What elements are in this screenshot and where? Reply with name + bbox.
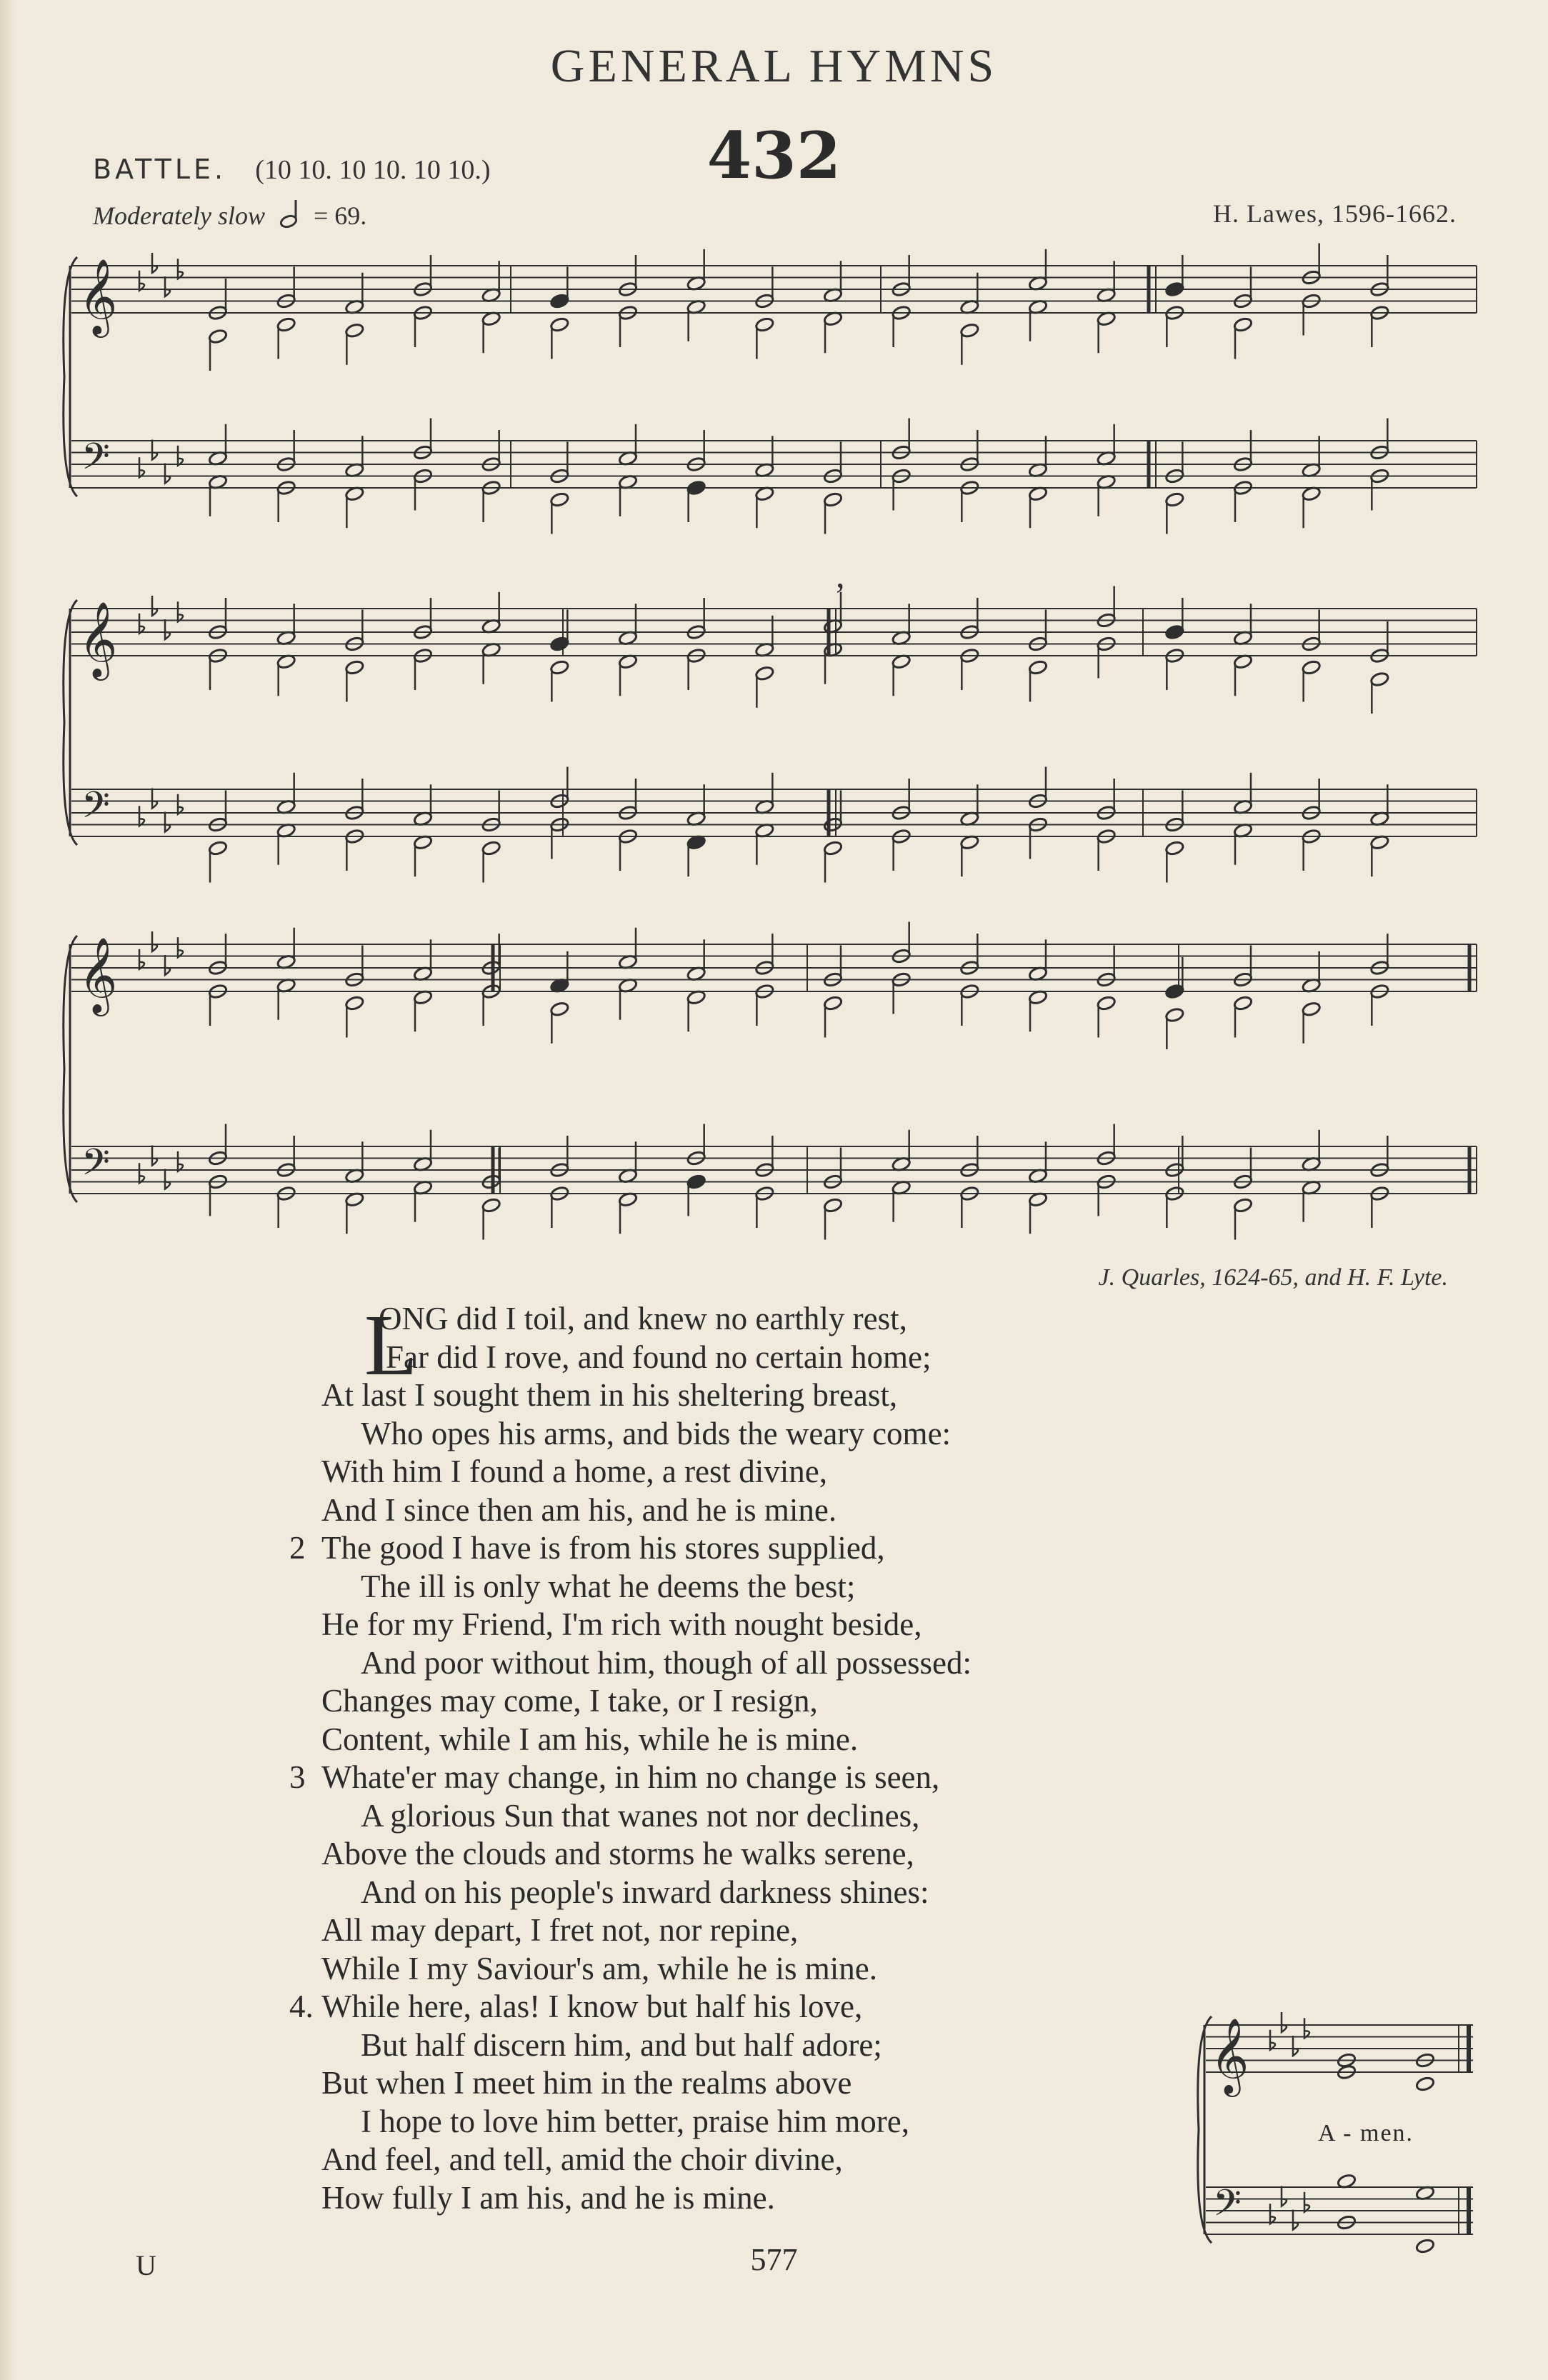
bass-clef-icon: 𝄢 (81, 1140, 110, 1193)
flat-sign (139, 806, 144, 826)
flat-sign (1293, 2210, 1298, 2230)
verse-line: ONG did I toil, and knew no earthly rest, (379, 1301, 907, 1336)
flat-sign (1293, 2036, 1298, 2056)
half-note (1164, 1007, 1184, 1023)
verse-line: How fully I am his, and he is mine. (321, 2179, 775, 2216)
system-1 (64, 244, 1477, 596)
half-note (1302, 1001, 1322, 1017)
flat-sign (152, 931, 157, 951)
verse-line: And on his people's inward darkness shines: (361, 1874, 929, 1910)
system-2 (64, 586, 1477, 883)
half-note (549, 491, 569, 507)
verse-line: But when I meet him in the realms above (321, 2065, 852, 2101)
half-note (1337, 2174, 1357, 2189)
flat-sign (165, 812, 170, 832)
quarter-note (549, 636, 569, 651)
half-note (276, 316, 296, 332)
treble-clef-icon: 𝄞 (79, 601, 118, 677)
verse-line: Whate'er may change, in him no change is seen, (321, 1759, 940, 1795)
verse-line: Content, while I am his, while he is mine. (321, 1721, 859, 1757)
flat-sign (178, 601, 183, 621)
half-note (823, 491, 843, 507)
quarter-note (1164, 281, 1184, 297)
flat-sign (165, 1169, 170, 1189)
text-author: J. Quarles, 1624-65, and H. F. Lyte. (1098, 1264, 1448, 1291)
half-note (754, 666, 774, 681)
page-number: 577 (750, 2242, 798, 2277)
verse-line: Above the clouds and storms he walks serene, (321, 1836, 914, 1871)
amen-lyric: A - men. (1318, 2120, 1414, 2146)
flat-sign (178, 446, 183, 466)
flat-sign (152, 789, 157, 809)
verse-line: While I my Saviour's am, while he is mine. (321, 1950, 877, 1986)
treble-clef-icon: 𝄞 (1210, 2017, 1249, 2094)
half-note (344, 995, 364, 1011)
quarter-note (1164, 624, 1184, 640)
flat-sign (165, 619, 170, 639)
flat-sign (139, 614, 144, 634)
half-note (1369, 671, 1389, 687)
flat-sign (1304, 2192, 1309, 2212)
signature-mark: U (136, 2249, 156, 2281)
half-note (1415, 2076, 1435, 2091)
quarter-note (549, 293, 569, 309)
tempo-value: = 69. (313, 201, 367, 230)
verse-line: At last I sought them in his sheltering breast, (321, 1377, 898, 1413)
half-note (344, 323, 364, 339)
verse-line: A glorious Sun that wanes not nor declines, (361, 1797, 920, 1834)
half-note (1233, 1197, 1253, 1213)
verse-line: Changes may come, I take, or I resign, (321, 1683, 818, 1719)
verse-line: Far did I rove, and found no certain home; (386, 1339, 932, 1375)
half-note (481, 840, 501, 856)
hymn-number: 432 (706, 118, 842, 194)
flat-sign (1282, 2186, 1287, 2206)
half-note (959, 323, 979, 339)
flat-sign (152, 1146, 157, 1166)
half-note (1337, 2214, 1357, 2230)
half-note (1233, 316, 1253, 332)
bass-clef-icon: 𝄢 (81, 434, 110, 487)
verse-line: And feel, and tell, amid the choir divine, (321, 2141, 843, 2177)
half-note (344, 659, 364, 675)
flat-sign (178, 937, 183, 957)
verse (321, 1297, 1236, 1529)
verse (289, 1988, 1236, 2217)
half-note (208, 840, 228, 856)
flat-sign (139, 457, 144, 477)
half-note (1028, 659, 1048, 675)
verse-number: 2 (289, 1530, 306, 1566)
flat-sign (165, 464, 170, 484)
half-note (754, 316, 774, 332)
half-note (208, 329, 228, 344)
verse-number: 3 (289, 1759, 306, 1795)
flat-sign (139, 271, 144, 291)
verse-line: And I since then am his, and he is mine. (321, 1491, 837, 1528)
half-note (1415, 2185, 1435, 2201)
quarter-note (686, 1174, 706, 1189)
quarter-note (1164, 984, 1184, 999)
flat-sign (1270, 2204, 1275, 2224)
bass-clef-icon: 𝄢 (1213, 2181, 1242, 2234)
flat-sign (152, 440, 157, 460)
half-note (549, 316, 569, 332)
flat-sign (178, 259, 183, 279)
verse-line: But half discern him, and but half adore; (361, 2026, 882, 2063)
breath-mark: , (836, 555, 845, 595)
tune-meter: (10 10. 10 10. 10 10.) (255, 155, 491, 185)
half-note (1097, 995, 1117, 1011)
flat-sign (139, 1163, 144, 1183)
flat-sign (152, 596, 157, 616)
verse-line: The ill is only what he deems the best; (361, 1568, 856, 1604)
tune-name: BATTLE. (93, 154, 227, 185)
flat-sign (165, 955, 170, 975)
verse-line: All may depart, I fret not, nor repine, (321, 1912, 799, 1948)
treble-clef-icon: 𝄞 (79, 936, 118, 1013)
flat-sign (178, 1151, 183, 1171)
bass-clef-icon: 𝄢 (81, 783, 110, 836)
verse-line: While here, alas! I know but half his love, (321, 1989, 863, 2024)
half-note (823, 995, 843, 1011)
quarter-note (686, 480, 706, 496)
verse-line: The good I have is from his stores supplied, (321, 1530, 885, 1566)
verse-line: Who opes his arms, and bids the weary come: (361, 1415, 952, 1451)
flat-sign (1304, 2018, 1309, 2038)
treble-clef-icon: 𝄞 (79, 258, 118, 334)
half-note (549, 659, 569, 675)
verse-line: He for my Friend, I'm rich with nought beside, (321, 1606, 922, 1642)
verse (289, 1529, 1236, 1759)
flat-sign (1270, 2030, 1275, 2050)
half-note (1337, 2064, 1357, 2080)
half-note (1337, 2052, 1357, 2068)
flat-sign (165, 276, 170, 296)
half-note (549, 1001, 569, 1017)
half-note (1233, 995, 1253, 1011)
verse (289, 1759, 1236, 1988)
half-note (481, 1197, 501, 1213)
verse-line: With him I found a home, a rest divine, (321, 1454, 828, 1489)
verse-number: 4. (289, 1989, 314, 2024)
half-note (1302, 659, 1322, 675)
drop-cap: L (364, 1297, 418, 1394)
flat-sign (1282, 2012, 1287, 2032)
tempo-word: Moderately slow (93, 201, 265, 230)
verse-line: I hope to love him better, praise him more, (361, 2103, 909, 2139)
flat-sign (178, 794, 183, 814)
half-note (823, 840, 843, 856)
half-note (1164, 491, 1184, 507)
system-3 (64, 922, 1477, 1240)
hymn-verses (289, 1297, 1236, 2217)
verse-line: And poor without him, though of all possessed: (361, 1644, 972, 1681)
half-note (1164, 840, 1184, 856)
composer: H. Lawes, 1596-1662. (1213, 199, 1457, 228)
running-head: GENERAL HYMNS (550, 40, 998, 92)
half-note (1415, 2052, 1435, 2068)
flat-sign (152, 253, 157, 273)
half-note (823, 1197, 843, 1213)
flat-sign (139, 949, 144, 969)
